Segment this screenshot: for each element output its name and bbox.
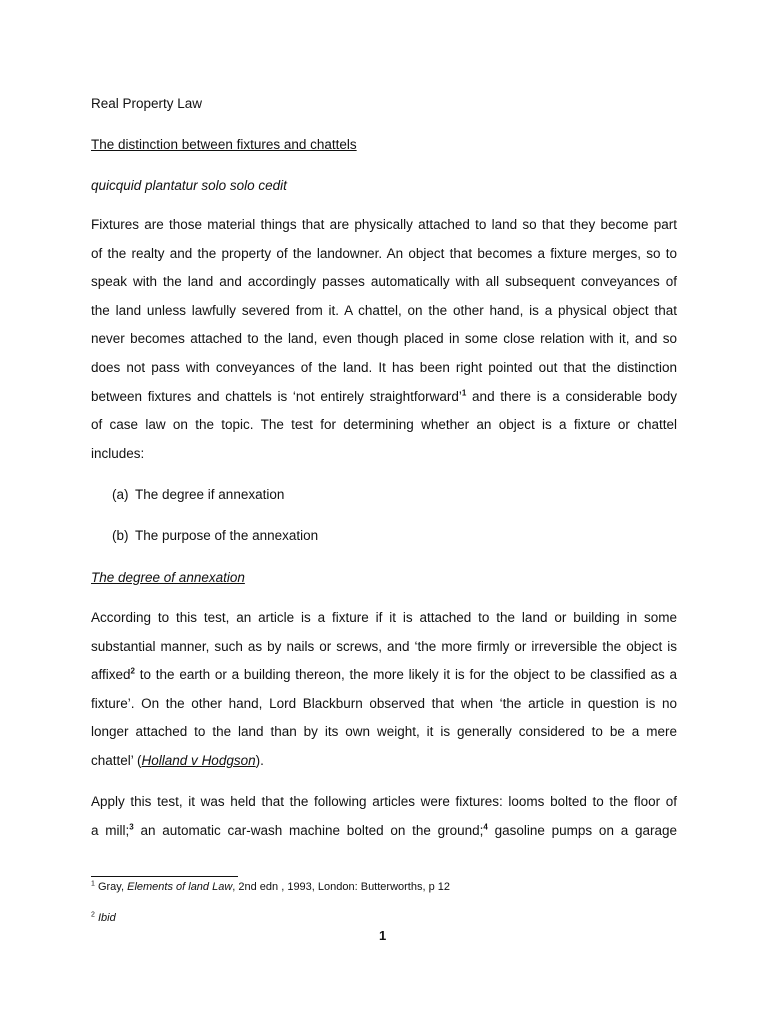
footnote-text: Gray,: [94, 881, 128, 893]
paragraph-line: According to this test, an article is a fixture if it is attached to the land or building in some: [91, 610, 677, 625]
paragraph-line: [91, 817, 677, 846]
footnote-title: Ibid: [97, 912, 116, 924]
paragraph-line: includes:: [91, 445, 145, 461]
text-run: and there is a considerable body: [466, 388, 677, 404]
text-run: an automatic car-wash machine bolted on the ground;: [133, 822, 484, 838]
page-number: 1: [379, 928, 387, 943]
list-text: The degree if annexation: [135, 487, 285, 502]
footnote-text: , 2nd edn , 1993, London: Butterworths, p 12: [232, 881, 450, 893]
list-item: [112, 528, 318, 543]
footnote-ref[interactable]: 4: [483, 822, 488, 832]
footnote-title: Elements of land Law: [127, 881, 233, 893]
paragraph-1: [91, 211, 677, 468]
paragraph-line: substantial manner, such as by nails or screws, and ‘the more firmly or irreversible the object is: [91, 638, 677, 654]
paragraph-line: the land unless lawfully severed from it. A chattel, on the other hand, is a physical object that: [91, 302, 677, 318]
text-run: a mill;: [91, 822, 130, 838]
subsection-heading: The degree of annexation: [91, 570, 245, 585]
paragraph-line: fixture’. On the other hand, Lord Blackburn observed that when ‘the article in question is no: [91, 695, 677, 711]
footnote-separator: [91, 876, 238, 877]
footnote-ref[interactable]: 1: [461, 388, 467, 398]
footnote-number: 2: [91, 911, 95, 919]
list-label: (a): [112, 487, 129, 502]
paragraph-line: does not pass with conveyances of the land. It has been right pointed out that the distinction: [91, 359, 677, 375]
list-text: The purpose of the annexation: [135, 528, 319, 543]
text-run: chattel’ (: [91, 752, 142, 768]
paragraph-line: speak with the land and accordingly passes automatically with all subsequent conveyances of: [91, 274, 677, 290]
list-item: [112, 487, 284, 502]
paragraph-line: [91, 747, 677, 776]
paragraph-2: [91, 604, 677, 776]
paragraph-line: of case law on the topic. The test for determining whether an object is a fixture or chattel: [91, 417, 677, 433]
footnote-number: 1: [91, 880, 95, 888]
text-run: to the earth or a building thereon, the more likely it is for the object to be classified as a: [134, 667, 677, 683]
text-run: affixed: [91, 667, 131, 683]
paragraph-line: Fixtures are those material things that are physically attached to land so that they become part: [91, 217, 677, 232]
text-run: gasoline pumps on a garage: [487, 822, 677, 838]
footnote-ref[interactable]: 3: [129, 822, 134, 832]
paragraph-line: of the realty and the property of the landowner. An object that becomes a fixture merges, so to: [91, 245, 677, 261]
footnote: [91, 881, 450, 893]
text-run: ).: [255, 752, 264, 768]
paragraph-line: [91, 661, 677, 690]
paragraph-3: [91, 788, 677, 845]
section-heading: The distinction between fixtures and chattels: [91, 137, 357, 152]
document-heading: Real Property Law: [91, 96, 203, 111]
footnote: [91, 912, 116, 924]
case-citation: Holland v Hodgson: [141, 752, 256, 768]
list-label: (b): [112, 528, 129, 543]
paragraph-line: [91, 383, 677, 412]
paragraph-line: never becomes attached to the land, even though placed in some close relation with it, and so: [91, 331, 677, 347]
footnote-ref[interactable]: 2: [130, 666, 135, 676]
latin-maxim: quicquid plantatur solo solo cedit: [91, 178, 287, 193]
text-run: between fixtures and chattels is ‘not entirely straightforward’: [91, 388, 462, 404]
paragraph-line: longer attached to the land than by its own weight, it is generally considered to be a mere: [91, 724, 677, 740]
paragraph-line: Apply this test, it was held that the following articles were fixtures: looms bolted to the floor of: [91, 794, 677, 809]
